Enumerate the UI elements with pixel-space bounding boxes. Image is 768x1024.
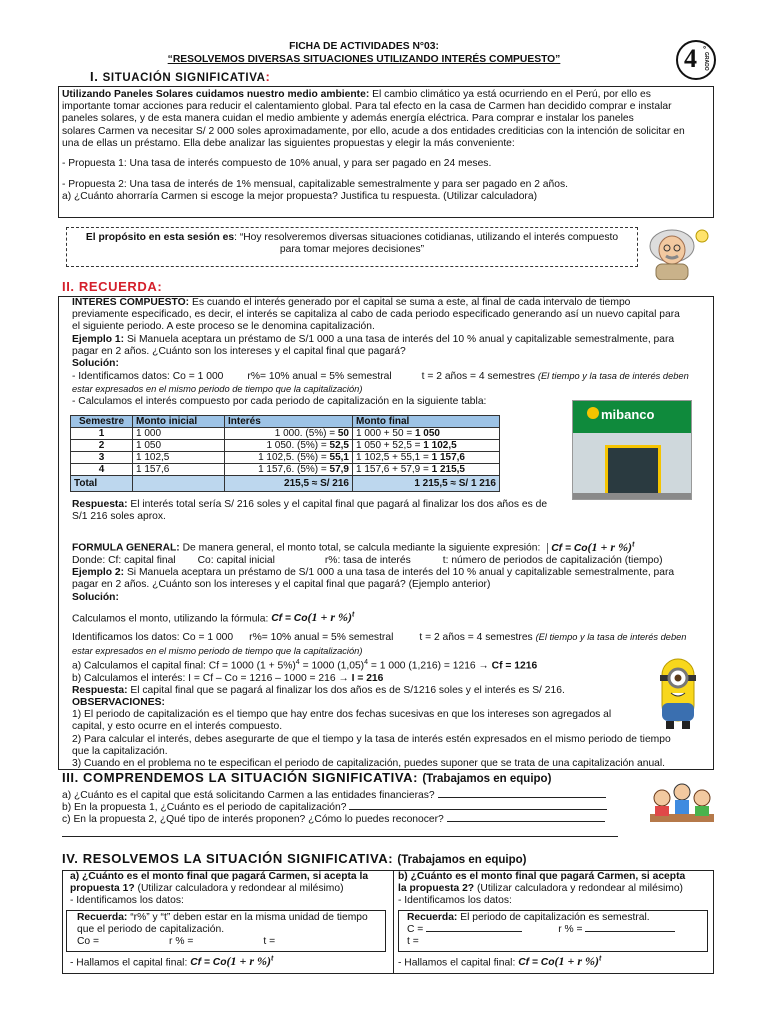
students-illustration xyxy=(650,778,714,834)
answer-line-a[interactable] xyxy=(438,797,606,798)
formula-label: FORMULA GENERAL: xyxy=(72,542,180,554)
situation-lead: Utilizando Paneles Solares cuidamos nuestro medio ambiente: xyxy=(62,89,370,100)
purpose-box: El propósito en esta sesión es: “Hoy resolveremos diversas situaciones cotidianas, utilizando el interés compuesto para tomar mejores decisiones” xyxy=(66,227,638,267)
answer-line-d[interactable] xyxy=(62,827,618,837)
grade-number: 4 xyxy=(684,44,697,73)
remember-content-2: Respuesta: El interés total sería S/ 216 soles y el capital final que pagará al finalizar los dos años es de S/1 216 soles aprox. FORMULA GENERAL: De manera general, el monto total, se calcula mediante la siguiente expresión: Cf = Co(1 + r %)$^t$ Donde: Cf: capital final Co: capital inicial r%: tasa de interés t: número de periodos de capitalización (tiempo) Ejemplo 2: Si Manuela aceptara un préstamo de S/1 000 a una tasa de interés del 10 % anual y capitalizable semestralmente, para pagar en 2 años. ¿Cuánto son los intereses y el capital final que pagará? (Ejemplo anterior) Solución: Calculamos el monto, utilizando la fórmula: Cf = Co(1 + r %)$^t$ Identificamos los datos: Co = 1 000 r%= 10% anual = 5% semestral t = 2 años = 4 semestres (El tiempo y la tasa de interés deben estar expresados en el mismo periodo de tiempo que la capitalización) a) Calculamos el capital final: Cf = 1000 $(1 + 5\%)^4 = 1000$ $(1,05)^4 = 1$ 000 (1,216) = 1216 → Cf = 1216 b) Calculamos el interés: I = Cf – Co = 1216 – 1000 = 216 → I = 216 Respuesta: El capital final que se pagará al finalizar los dos años es de S/1216 soles y el interés es S/ 216. OBSERVACIONES: 1) El periodo de capitalización es el tiempo que hay entre dos fechas sucesivas en que los intereses son agregados al capital, y esto ocurre en el interés compuesto. 2) Para calcular el interés, debes asegurarte de que el tiempo y la tasa de interés estén expresados en el mismo periodo de tiempo que la capitalización. 3) Cuando en el problema no te especifican el periodo de capitalización, puedes suponer que se trata de una capitalización anual. xyxy=(72,499,712,770)
section-1-heading: I. SITUACIÓN SIGNIFICATIVA: xyxy=(90,69,271,84)
input-r[interactable] xyxy=(585,931,675,932)
page-title: FICHA DE ACTIVIDADES N°03: xyxy=(289,41,439,52)
solve-b: b) ¿Cuánto es el monto final que pagará Carmen, si acepta la propuesta 2? (Utilizar calculadora y redondear al milésimo) - Identificamos los datos: xyxy=(398,871,686,907)
section-2-heading: II. RECUERDA: xyxy=(62,279,163,294)
th-interes: Interés xyxy=(225,416,353,428)
hallamos-b: - Hallamos el capital final: Cf = Co(1 + r %)$^t$ xyxy=(398,954,602,969)
solve-a: a) ¿Cuánto es el monto final que pagará Carmen, si acepta la propuesta 1? (Utilizar calculadora y redondear al milésimo) - Identificamos los datos: xyxy=(70,871,369,907)
table-row: 4 1 157,6 1 157,6. (5%) = 57,9 1 157,6 + 57,9 = 1 215,5 xyxy=(71,464,500,476)
grade-sup: ° xyxy=(703,45,707,54)
remember-a-box: Recuerda: “r%” y “t” deben estar en la misma unidad de tiempo que el periodo de capitalización. Co = r % = t = xyxy=(66,910,386,952)
section-3-heading: III. COMPRENDEMOS LA SITUACIÓN SIGNIFICATIVA: (Trabajamos en equipo) xyxy=(62,770,552,785)
purpose-label: El propósito en esta sesión es xyxy=(85,232,235,243)
grade-badge xyxy=(676,40,716,80)
answer-line-c[interactable] xyxy=(447,821,605,822)
situation-question: a) ¿Cuánto ahorraría Carmen si escoge la mejor propuesta? Justifica tu respuesta. (Utilizar calculadora) xyxy=(62,191,538,203)
formula-example: Cf = Co(1 + r %)$^t$ xyxy=(271,610,355,625)
input-c[interactable] xyxy=(426,931,522,932)
interest-table xyxy=(70,415,500,492)
table-total-row: Total 215,5 ≈ S/ 216 1 215,5 ≈ S/ 1 216 xyxy=(71,476,500,492)
proposal-2: - Propuesta 2: Una tasa de interés de 1% mensual, capitalizable semestralmente y para ser pagado en 2 años. xyxy=(62,179,568,191)
bank-photo xyxy=(572,400,692,500)
table-row: 2 1 050 1 050. (5%) = 52,5 1 050 + 52,5 = 1 102,5 xyxy=(71,440,500,452)
remember-content: INTERES COMPUESTO: Es cuando el interés generado por el capital se suma a este, al final de cada intervalo de tiempo previamente especificado, es decir, el interés se capitaliza al cabo de cada periodo especificado generando así un nuevo capital para el siguiente periodo. A este proceso se le denomina capitalización. Ejemplo 1: Si Manuela aceptara un préstamo de S/1 000 a una tasa de interés del 10 % anual y capitalizable semestralmente, para pagar en 2 años. ¿Cuánto son los intereses y el capital final que pagará? Solución: - Identificamos datos: Co = 1 000 r%= 10% anual = 5% semestral t = 2 años = 4 semestres (El tiempo y la tasa de interés deben estar expresados en el mismo periodo de tiempo que la capitalización) - Calculamos el interés compuesto por cada periodo de capitalización en la siguiente tabla: xyxy=(72,297,712,408)
th-monto-inicial: Monto inicial xyxy=(133,416,225,428)
solution-label: Solución: xyxy=(72,358,119,370)
table-row: 3 1 102,5 1 102,5. (5%) = 55,1 1 102,5 + 55,1 = 1 157,6 xyxy=(71,452,500,464)
answer-line-b[interactable] xyxy=(349,809,607,810)
table-row: 1 1 000 1 000. (5%) = 50 1 000 + 50 = 1 050 xyxy=(71,428,500,440)
th-monto-final: Monto final xyxy=(353,416,500,428)
def-label: INTERES COMPUESTO: xyxy=(72,297,190,308)
minion-illustration xyxy=(650,655,706,731)
section-4-heading: IV. RESOLVEMOS LA SITUACIÓN SIGNIFICATIVA: (Trabajamos en equipo) xyxy=(62,851,527,866)
th-semestre: Semestre xyxy=(71,416,133,428)
comprehension-questions: a) ¿Cuánto es el capital que está solicitando Carmen a las entidades financieras? b) En la propuesta 1, ¿Cuánto es el periodo de capitalización? c) En la propuesta 2, ¿Qué tipo de interés proponen? ¿Cómo lo puedes reconocer? xyxy=(62,790,642,841)
situation-box: Utilizando Paneles Solares cuidamos nuestro medio ambiente: El cambio climático ya está ocurriendo en el Perú, por ello es importante tomar acciones para reducir el calentamiento global. Para tal efecto en la casa de Carmen han decidido comprar e instalar paneles solares, y de esta manera cuidan el medio ambiente y además energía eléctrica. Para comprar e instalar los paneles solares Carmen va necesitar S/ 2 000 soles aproximadamente, por ello, acude a dos entidades crediticias con la intención de solicitar en una de ellas un préstamo. Ella debe analizar las siguientes propuestas y elegir la más conveniente: - Propuesta 1: Una tasa de interés compuesto de 10% anual, y para ser pagado en 24 meses. - Propuesta 2: Una tasa de interés de 1% mensual, capitalizable semestralmente y para ser pagado en 2 años. a) ¿Cuánto ahorraría Carmen si escoge la mejor propuesta? Justifica tu respuesta. (Utilizar calculadora) xyxy=(58,86,714,218)
proposal-1: - Propuesta 1: Una tasa de interés compuesto de 10% anual, y para ser pagado en 24 meses. xyxy=(62,158,492,170)
example-1-label: Ejemplo 1: xyxy=(72,333,125,345)
page-subtitle: “RESOLVEMOS DIVERSAS SITUACIONES UTILIZANDO INTERÉS COMPUESTO” xyxy=(167,54,561,65)
observations-label: OBSERVACIONES: xyxy=(72,696,165,708)
remember-b-box: Recuerda: El periodo de capitalización es semestral. C = r % = t = xyxy=(398,910,708,952)
bank-name: mibanco xyxy=(601,407,655,422)
grade-word: GRADO xyxy=(703,52,710,71)
example-2-label: Ejemplo 2: xyxy=(72,567,125,579)
einstein-illustration xyxy=(640,224,714,280)
hallamos-a: - Hallamos el capital final: Cf = Co(1 + r %)$^t$ xyxy=(70,954,274,969)
formula-general: Cf = Co(1 + r %)$^t$ xyxy=(547,543,634,554)
